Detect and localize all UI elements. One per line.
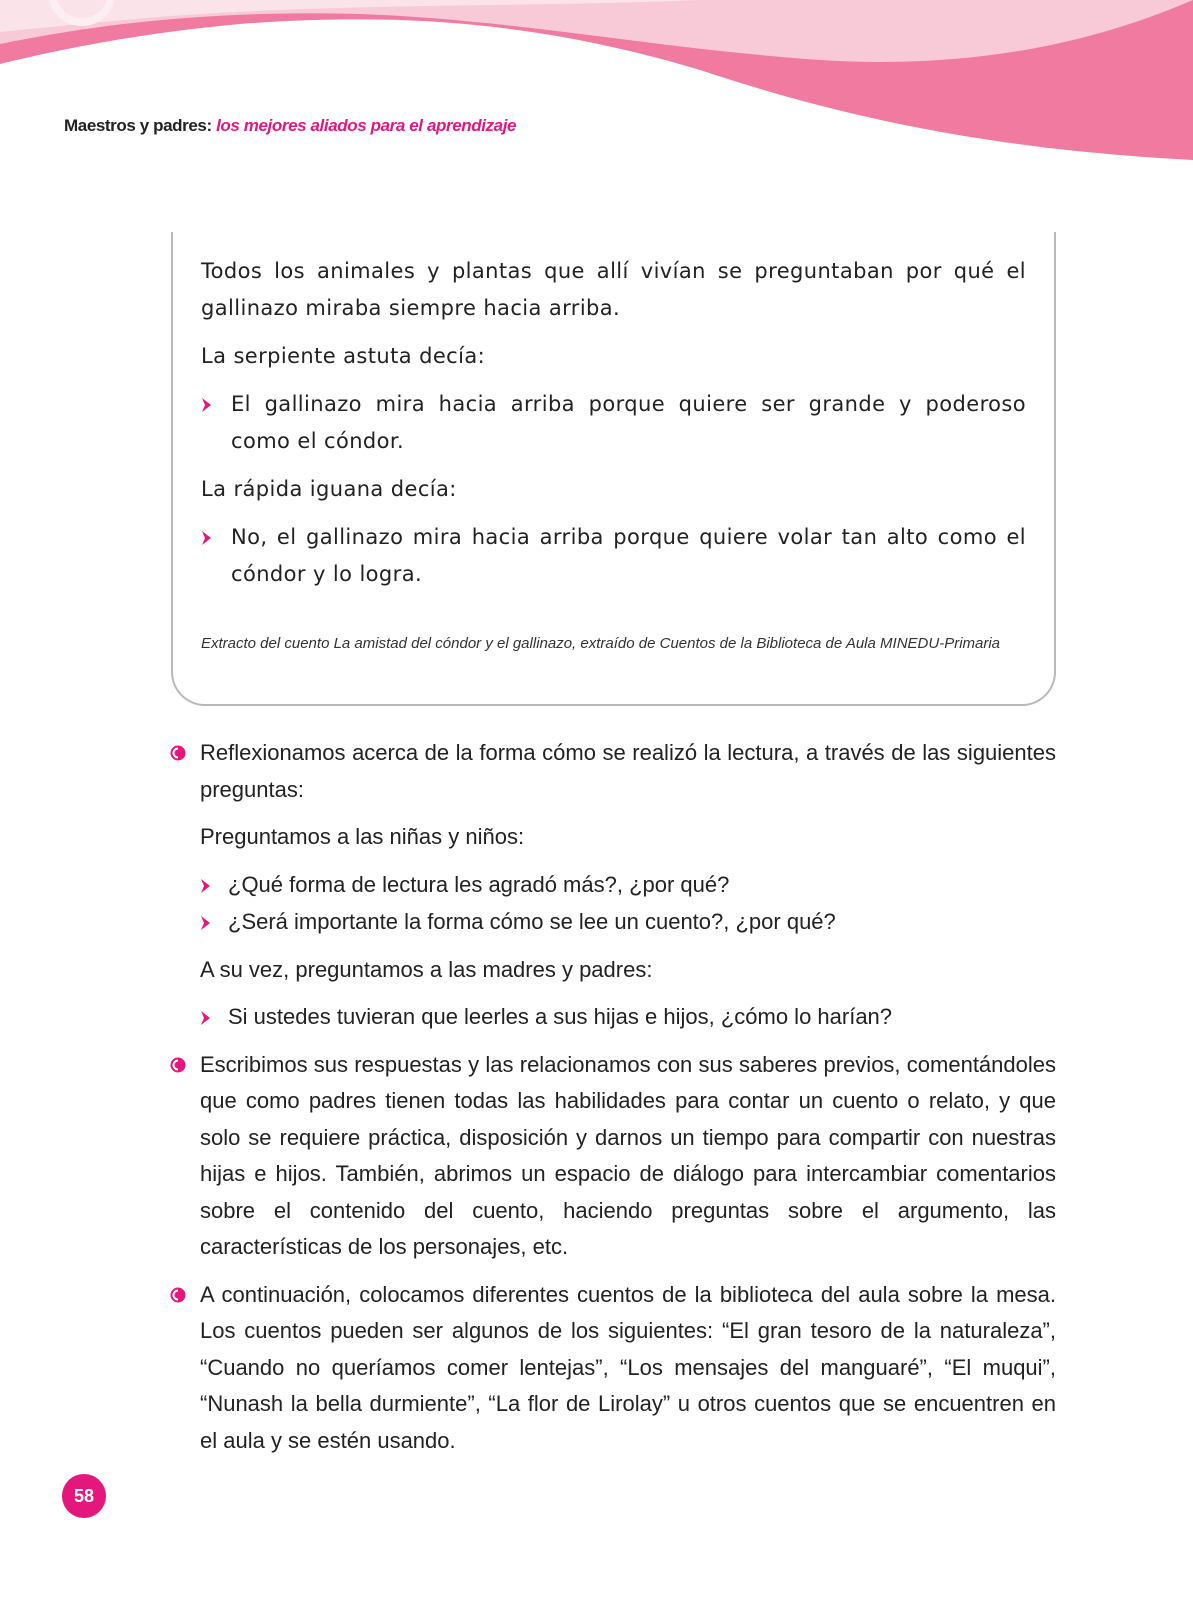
header-title: Maestros y padres: — [64, 116, 212, 135]
story-paragraph: Todos los animales y plantas que allí vivían se preguntaban por qué el gallinazo miraba siempre hacia arriba. — [201, 259, 1026, 320]
question-item — [200, 904, 1056, 941]
question-item — [200, 999, 1056, 1036]
question-text: ¿Qué forma de lectura les agradó más?, ¿por qué? — [228, 871, 730, 897]
quote-text: El gallinazo mira hacia arriba porque quiere ser grande y poderoso como el cóndor. — [231, 392, 1026, 453]
question-text: Si ustedes tuvieran que leerles a sus hijas e hijos, ¿cómo lo harían? — [228, 1004, 893, 1029]
story-excerpt — [201, 253, 1026, 604]
question-item — [200, 867, 1056, 904]
story-source-citation: Extracto del cuento La amistad del cóndor y el gallinazo, extraído de Cuentos de la Biblioteca de Aula MINEDU-Primaria — [201, 635, 1001, 652]
activity-text: A continuación, colocamos diferentes cuentos de la biblioteca del aula sobre la mesa. Los cuentos pueden ser algunos de los siguientes: “El gran tesoro de la naturaleza”, “Cuando no queríamos comer lentejas”, “Los mensajes del manguaré”, “El muqui”, “Nunash la bella durmiente”, “La flor de Lirolay” u otros cuentos que se encuentren en el aula y se estén usando. — [200, 1281, 1056, 1453]
parents-intro: A su vez, preguntamos a las madres y padres: — [200, 956, 653, 982]
question-text: ¿Será importante la forma cómo se lee un cuento?, ¿por qué? — [228, 909, 836, 934]
page-number-badge: 58 — [62, 1474, 106, 1518]
activity-text: Escribimos sus respuestas y las relacionamos con sus saberes previos, comentándoles que como padres tienen todas las habilidades para contar un cuento o relato, y que solo se requiere práctica, disposición y darnos un tiempo para compartir con nuestras hijas e hijos. También, abrimos un espacio de diálogo para intercambiar comentarios sobre el contenido del cuento, haciendo preguntas sobre el argumento, las características de los personajes, etc. — [200, 1051, 1056, 1259]
chevron-right-icon — [200, 878, 212, 894]
activity-body — [200, 735, 1056, 1470]
activity-item — [200, 735, 1056, 808]
running-header — [64, 116, 516, 136]
activity-item — [200, 1047, 1056, 1266]
activity-item — [200, 1277, 1056, 1460]
chevron-right-icon — [201, 397, 213, 413]
header-subtitle: los mejores aliados para el aprendizaje — [216, 116, 517, 135]
children-intro: Preguntamos a las niñas y niños: — [200, 824, 525, 849]
quote-item — [201, 386, 1026, 460]
bullet-circle-icon — [170, 745, 186, 761]
quote-text: No, el gallinazo mira hacia arriba porque quiere volar tan alto como el cóndor y lo logra. — [231, 525, 1026, 586]
chevron-right-icon — [200, 915, 212, 931]
bullet-circle-icon — [170, 1057, 186, 1073]
speaker-line: La serpiente astuta decía: — [201, 344, 486, 368]
chevron-right-icon — [201, 530, 213, 546]
header-wave-decoration — [0, 0, 1193, 160]
speaker-line: La rápida iguana decía: — [201, 477, 457, 501]
quote-item — [201, 519, 1026, 593]
bullet-circle-icon — [170, 1287, 186, 1303]
activity-text: Reflexionamos acerca de la forma cómo se realizó la lectura, a través de las siguientes preguntas: — [200, 740, 1056, 802]
chevron-right-icon — [200, 1010, 212, 1026]
